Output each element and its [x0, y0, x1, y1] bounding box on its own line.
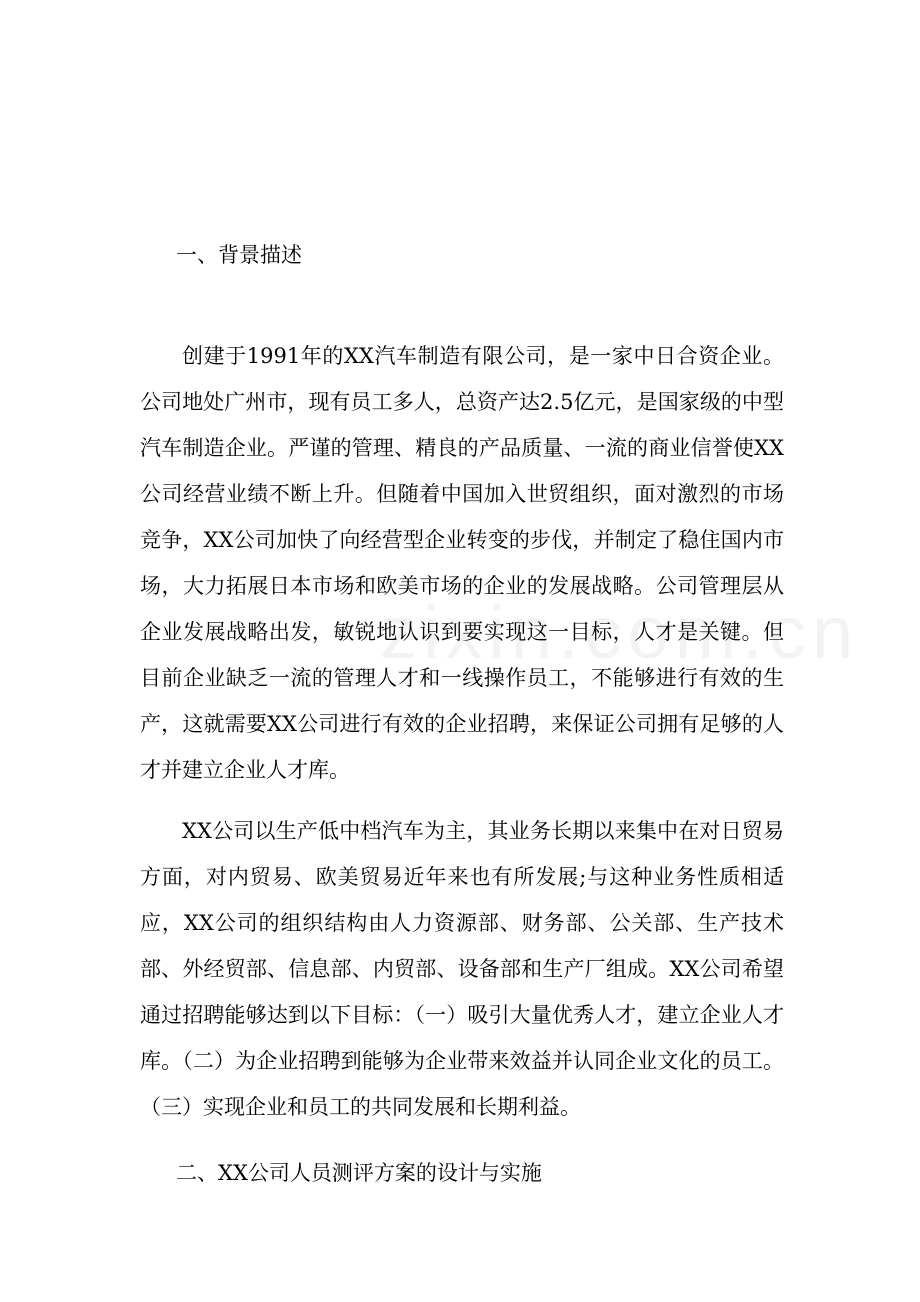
- paragraph-business-structure: XX公司以生产低中档汽车为主，其业务长期以来集中在对日贸易方面，对内贸易、欧美贸易近年来也有所发展;与这种业务性质相适应，XX公司的组织结构由人力资源部、财务部、公关部、生产技术部、外经贸部、信息部、内贸部、设备部和生产厂组成。XX公司希望通过招聘能够达到以下目标：（一）吸引大量优秀人才，建立企业人才库。（二）为企业招聘到能够为企业带来效益并认同企业文化的员工。（三）实现企业和员工的共同发展和长期利益。: [140, 819, 784, 1119]
- section-heading-background: 一、背景描述: [176, 243, 302, 267]
- paragraph-company-background: 创建于1991年的XX汽车制造有限公司，是一家中日合资企业。公司地处广州市，现有员工多人，总资产达2.5亿元，是国家级的中型汽车制造企业。严谨的管理、精良的产品质量、一流的商业信誉使XX公司经营业绩不断上升。但随着中国加入世贸组织，面对激烈的市场竞争，XX公司加快了向经营型企业转变的步伐，并制定了稳住国内市场，大力拓展日本市场和欧美市场的企业的发展战略。公司管理层从企业发展战略出发，敏锐地认识到要实现这一目标，人才是关键。但目前企业缺乏一流的管理人才和一线操作员工，不能够进行有效的生产，这就需要XX公司进行有效的企业招聘，来保证公司拥有足够的人才并建立企业人才库。: [140, 344, 784, 782]
- section-heading-assessment-plan: 二、XX公司人员测评方案的设计与实施: [176, 1161, 542, 1185]
